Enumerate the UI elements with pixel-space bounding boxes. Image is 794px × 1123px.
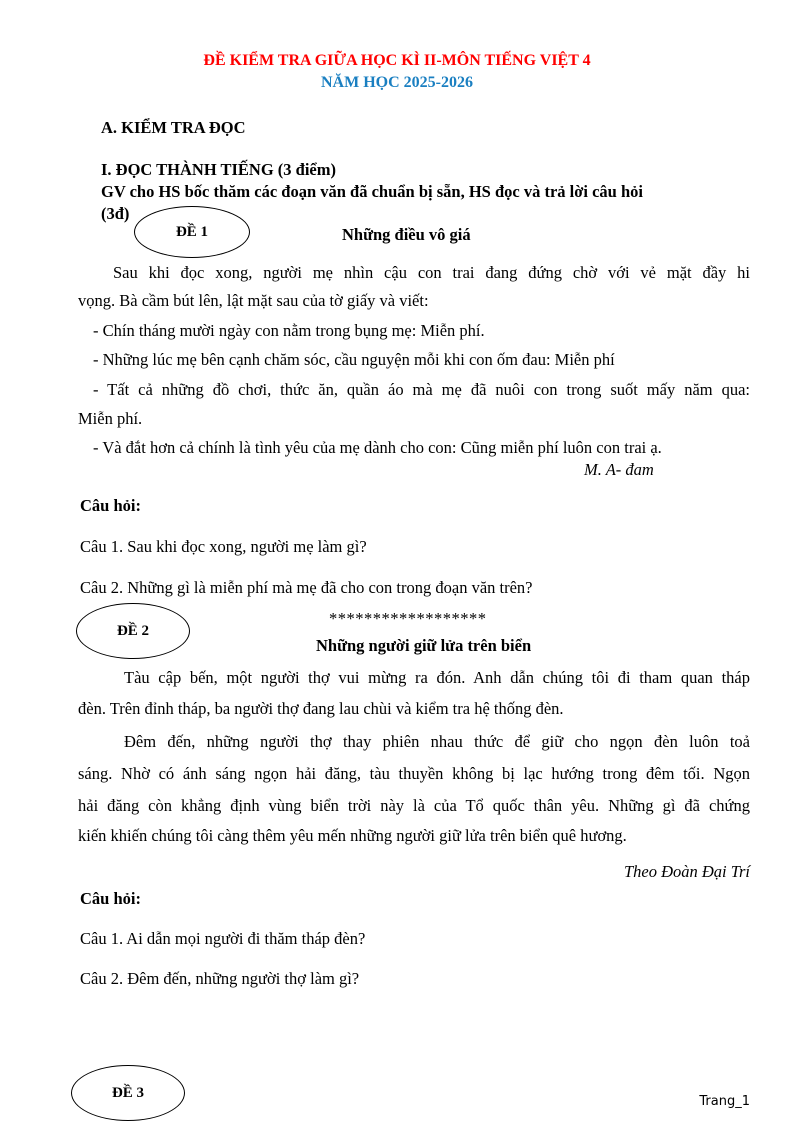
de2-question-2: Câu 2. Đêm đến, những người thợ làm gì? bbox=[80, 969, 360, 988]
school-year: NĂM HỌC 2025-2026 bbox=[321, 74, 473, 91]
de2-question-1: Câu 1. Ai dẫn mọi người đi thăm tháp đèn? bbox=[80, 929, 366, 948]
de2-p2-line1: Đêm đến, những người thợ thay phiên nhau thức để giữ cho ngọn đèn luôn toả bbox=[124, 732, 750, 751]
de3-oval-label bbox=[71, 1065, 185, 1121]
de2-p2-line4: kiến khiến chúng tôi càng thêm yêu mến những người giữ lửa trên biển quê hương. bbox=[78, 826, 627, 845]
de1-title: Những điều vô giá bbox=[342, 225, 471, 244]
de2-p2-line2: sáng. Nhờ có ánh sáng ngọn hải đăng, tàu thuyền không bị lạc hướng trong đêm tối. Ngọn bbox=[78, 764, 750, 783]
de2-questions-heading: Câu hỏi: bbox=[80, 889, 141, 908]
de2-p2-line3: hải đăng còn khẳng định vùng biển trời này là của Tổ quốc thân yêu. Những gì đã chứng bbox=[78, 796, 750, 815]
exam-title: ĐỀ KIỂM TRA GIỮA HỌC KÌ II-MÔN TIẾNG VIỆT 4 bbox=[203, 52, 591, 69]
de2-p1-line2: đèn. Trên đỉnh tháp, ba người thợ đang lau chùi và kiểm tra hệ thống đèn. bbox=[78, 699, 564, 718]
de1-item3-line2: Miễn phí. bbox=[78, 409, 143, 428]
de1-question-2: Câu 2. Những gì là miễn phí mà mẹ đã cho con trong đoạn văn trên? bbox=[80, 578, 533, 597]
de2-author: Theo Đoàn Đại Trí bbox=[623, 862, 750, 881]
part-1-instruction-points: (3đ) bbox=[101, 204, 130, 223]
de2-title: Những người giữ lửa trên biển bbox=[316, 636, 532, 655]
de1-para1-line1: Sau khi đọc xong, người mẹ nhìn cậu con trai đang đứng chờ với vẻ mặt đầy hi bbox=[113, 263, 750, 282]
separator-stars: ****************** bbox=[329, 609, 487, 628]
part-1-heading: I. ĐỌC THÀNH TIẾNG (3 điểm) bbox=[101, 160, 336, 179]
de2-p1-line1: Tàu cập bến, một người thợ vui mừng ra đón. Anh dẫn chúng tôi đi tham quan tháp bbox=[124, 668, 750, 687]
de1-oval-label bbox=[134, 206, 250, 258]
de1-questions-heading: Câu hỏi: bbox=[80, 496, 141, 515]
de1-item4: - Và đắt hơn cả chính là tình yêu của mẹ dành cho con: Cũng miễn phí luôn con trai ạ. bbox=[93, 438, 662, 457]
page-number: Trang_1 bbox=[699, 1094, 750, 1109]
section-a-heading: A. KIỂM TRA ĐỌC bbox=[101, 118, 246, 137]
part-1-instruction: GV cho HS bốc thăm các đoạn văn đã chuẩn bị sẵn, HS đọc và trả lời câu hỏi bbox=[101, 182, 643, 201]
de2-label: ĐỀ 2 bbox=[116, 622, 150, 639]
de1-author: M. A- đam bbox=[584, 460, 654, 479]
de1-label: ĐỀ 1 bbox=[175, 223, 209, 240]
de1-para1-line2: vọng. Bà cầm bút lên, lật mặt sau của tờ giấy và viết: bbox=[78, 291, 429, 310]
de1-item3-line1: - Tất cả những đồ chơi, thức ăn, quần áo mà mẹ đã nuôi con trong suốt mấy năm qua: bbox=[93, 380, 750, 399]
de2-oval-label bbox=[76, 603, 190, 659]
de1-item1: - Chín tháng mười ngày con nằm trong bụng mẹ: Miễn phí. bbox=[93, 321, 485, 340]
de1-item2: - Những lúc mẹ bên cạnh chăm sóc, cầu nguyện mỗi khi con ốm đau: Miễn phí bbox=[93, 350, 615, 369]
de1-question-1: Câu 1. Sau khi đọc xong, người mẹ làm gì? bbox=[80, 537, 367, 556]
de3-label: ĐỀ 3 bbox=[111, 1084, 145, 1101]
